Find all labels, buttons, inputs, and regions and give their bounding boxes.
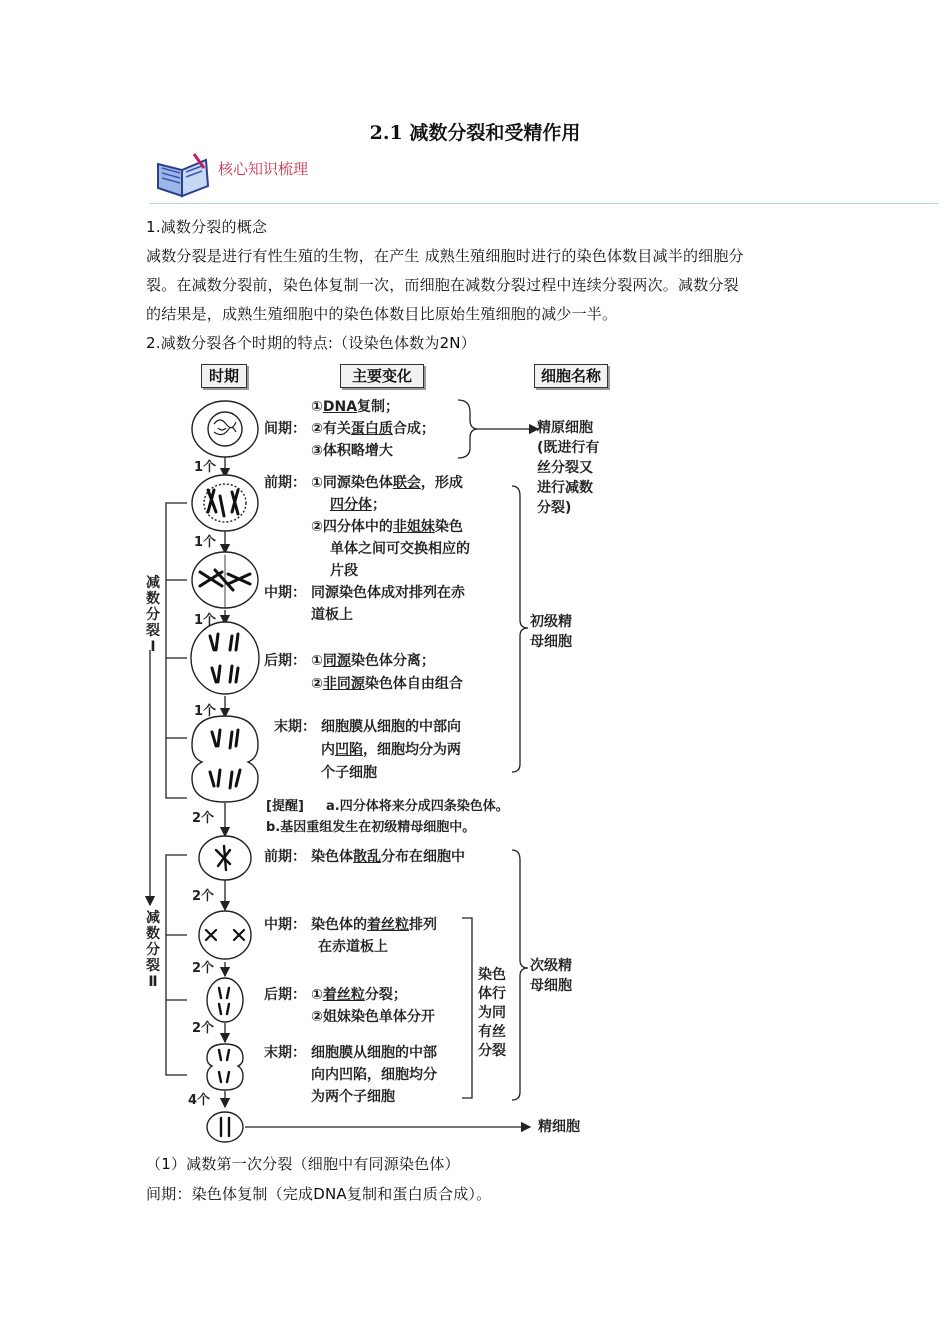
side-label-mi: 减 数 分 裂 Ⅰ (146, 575, 160, 655)
count-label: 2个 (192, 961, 215, 976)
mi-telophase-line-2: 内凹陷，细胞均分为两 (321, 742, 461, 758)
mi-telophase-label: 末期： (274, 719, 316, 735)
heading-concept: 1.减数分裂的概念 (146, 218, 268, 236)
mi-metaphase-label: 中期： (264, 585, 306, 601)
mitosis-like-bracket (462, 918, 472, 1098)
concept-line-1: 减数分裂是进行有性生殖的生物，在产生 成熟生殖细胞时进行的染色体数目减半的细胞分 (146, 247, 744, 265)
count-label: 2个 (192, 889, 215, 904)
header-change: 主要变化 (340, 364, 424, 388)
mi-anaphase-line-1: ①同源染色体分离； (311, 653, 435, 669)
mii-telophase-label: 末期： (264, 1045, 306, 1061)
count-label: 1个 (194, 460, 217, 475)
heading-first-division: （1）减数第一次分裂（细胞中有同源染色体） (146, 1155, 460, 1173)
side-label-mii: 减 数 分 裂 Ⅱ (146, 910, 160, 990)
count-label: 1个 (194, 535, 217, 550)
secondary-bracket (512, 850, 528, 1100)
mi-anaphase-label: 后期： (264, 653, 306, 669)
interphase-brace (458, 400, 478, 458)
mii-metaphase-label: 中期： (264, 917, 306, 933)
mi-telophase-line-3: 个子细胞 (321, 765, 377, 781)
mii-anaphase-line-1: ①着丝粒分裂； (311, 987, 407, 1003)
count-label: 4个 (188, 1093, 211, 1108)
mi-prophase-line-1: ①同源染色体联会，形成 (311, 475, 463, 491)
mii-prophase-line-1: 染色体散乱分布在细胞中 (311, 849, 465, 865)
mii-telophase-line-1: 细胞膜从细胞的中部 (311, 1045, 437, 1061)
bracket-note: 染色 体行 为同 有丝 分裂 (478, 967, 506, 1059)
count-label: 2个 (192, 1021, 215, 1036)
mi-telophase-line-1: 细胞膜从细胞的中部向 (321, 719, 461, 735)
cell-mii-metaphase (199, 911, 251, 959)
reminder-tag: [提醒] (266, 799, 304, 814)
page-title: 2.1 减数分裂和受精作用 (369, 122, 581, 144)
mi-prophase-line-5: 片段 (330, 563, 358, 579)
mii-telophase-line-2: 向内凹陷，细胞均分 (311, 1067, 437, 1083)
reminder-a: a.四分体将来分成四条染色体。 (326, 799, 509, 814)
concept-line-2: 裂。在减数分裂前，染色体复制一次，而细胞在减数分裂过程中连续分裂两次。减数分裂 (146, 276, 739, 294)
cell-name-sperm: 精细胞 (538, 1119, 580, 1135)
mii-metaphase-line-1: 染色体的着丝粒排列 (311, 917, 437, 933)
reminder-b: b.基因重组发生在初级精母细胞中。 (266, 820, 476, 835)
cell-sperm (207, 1112, 243, 1142)
mii-metaphase-line-2: 在赤道板上 (318, 939, 388, 955)
interphase-line-3: ③体积略增大 (311, 443, 393, 459)
cell-mi-anaphase (191, 622, 259, 694)
interphase-line-2: ②有关蛋白质合成； (311, 421, 435, 437)
heading-phases: 2.减数分裂各个时期的特点:（设染色体数为2N） (146, 334, 476, 352)
count-label: 1个 (194, 704, 217, 719)
interphase-label: 间期： (264, 421, 306, 437)
mi-prophase-line-3: ②四分体中的非姐妹染色 (311, 519, 463, 535)
section-badge: 核心知识梳理 (218, 160, 309, 178)
mi-metaphase-line-1: 同源染色体成对排列在赤 (311, 585, 465, 601)
interphase-paragraph: 间期：染色体复制（完成DNA复制和蛋白质合成）。 (146, 1185, 492, 1203)
mi-anaphase-line-2: ②非同源染色体自由组合 (311, 676, 463, 692)
cell-name-secondary: 次级精 母细胞 (530, 958, 572, 994)
mii-anaphase-line-2: ②姐妹染色单体分开 (311, 1009, 435, 1025)
cell-name-spermatogonium: 精原细胞 (既进行有 丝分裂又 进行减数 分裂) (537, 420, 600, 516)
primary-bracket (512, 486, 528, 772)
cell-mii-anaphase (207, 978, 243, 1022)
cell-name-primary: 初级精 母细胞 (530, 614, 572, 650)
header-cell-name: 细胞名称 (534, 364, 608, 388)
mi-prophase-line-4: 单体之间可交换相应的 (330, 541, 470, 557)
mi-prophase-label: 前期： (264, 475, 306, 491)
mi-metaphase-line-2: 道板上 (311, 607, 353, 623)
mi-side-bracket (166, 503, 187, 798)
cell-mi-telophase (192, 716, 258, 802)
count-label: 2个 (192, 811, 215, 826)
mi-prophase-line-2: 四分体； (330, 497, 386, 513)
mii-anaphase-label: 后期： (264, 987, 306, 1003)
count-label: 1个 (194, 613, 217, 628)
interphase-line-1: ①DNA复制； (311, 399, 400, 415)
mii-prophase-label: 前期： (264, 849, 306, 865)
cell-mii-telophase (207, 1044, 243, 1090)
mii-side-bracket (166, 855, 187, 1075)
header-period: 时期 (201, 364, 247, 388)
concept-line-3: 的结果是，成熟生殖细胞中的染色体数目比原始生殖细胞的减少一半。 (146, 305, 618, 323)
mii-telophase-line-3: 为两个子细胞 (311, 1089, 395, 1105)
